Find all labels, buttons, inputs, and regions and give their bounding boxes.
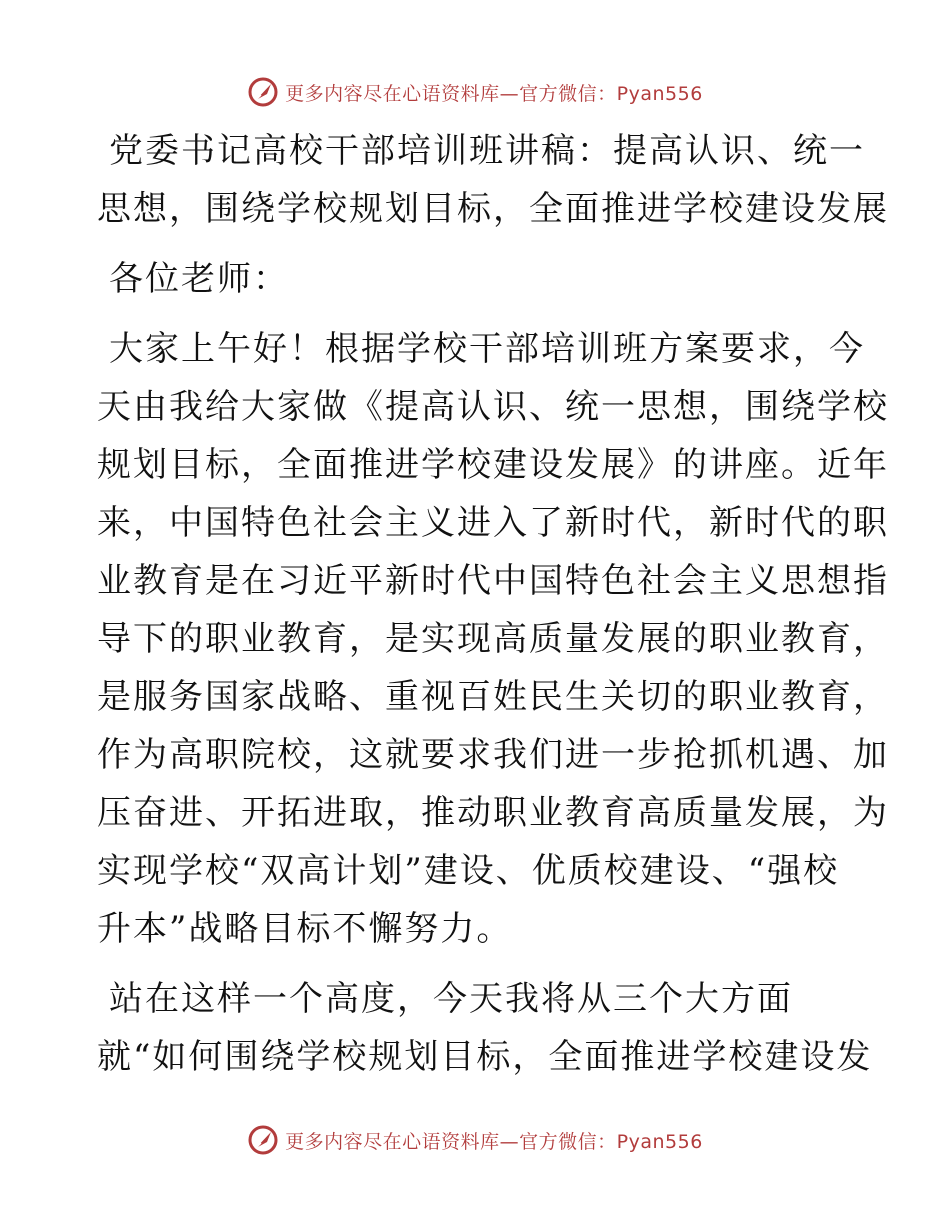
paragraph-line: 就“如何围绕学校规划目标，全面推进学校建设发 — [97, 1037, 873, 1077]
paragraph-line: 天由我给大家做《提高认识、统一思想，围绕学校 — [97, 387, 889, 427]
paragraph-line: 压奋进、开拓进取，推动职业教育高质量发展，为 — [97, 793, 889, 833]
paragraph-line: 业教育是在习近平新时代中国特色社会主义思想指 — [97, 561, 889, 601]
document-title — [97, 122, 889, 238]
paragraph-line: 实现学校“双高计划”建设、优质校建设、“强校 — [97, 851, 840, 891]
footer-banner-text: 更多内容尽在心语资料库—官方微信：Pyan556 — [285, 1130, 703, 1153]
paragraph-line: 是服务国家战略、重视百姓民生关切的职业教育， — [97, 677, 889, 717]
red-feather-logo-icon — [247, 76, 279, 108]
title-line: 思想，围绕学校规划目标，全面推进学校建设发展 — [97, 189, 889, 229]
header-banner-text: 更多内容尽在心语资料库—官方微信：Pyan556 — [285, 82, 703, 105]
document-body — [97, 122, 889, 1086]
paragraph-line: 来，中国特色社会主义进入了新时代，新时代的职 — [97, 503, 889, 543]
paragraph-line: 站在这样一个高度，今天我将从三个大方面 — [109, 979, 793, 1019]
paragraph-1 — [97, 320, 889, 958]
paragraph-line: 作为高职院校，这就要求我们进一步抢抓机遇、加 — [97, 735, 889, 775]
paragraph-line: 规划目标，全面推进学校建设发展》的讲座。近年 — [97, 445, 889, 485]
footer-banner — [0, 1120, 950, 1160]
red-feather-logo-icon — [247, 1124, 279, 1156]
paragraph-line: 导下的职业教育，是实现高质量发展的职业教育， — [97, 619, 889, 659]
paragraph-line: 大家上午好！根据学校干部培训班方案要求，今 — [109, 329, 865, 369]
salutation: 各位老师： — [109, 259, 289, 299]
title-line: 党委书记高校干部培训班讲稿：提高认识、统一 — [109, 131, 865, 171]
header-banner — [0, 72, 950, 112]
paragraph-2 — [97, 970, 873, 1086]
paragraph-line: 升本”战略目标不懈努力。 — [97, 909, 513, 949]
